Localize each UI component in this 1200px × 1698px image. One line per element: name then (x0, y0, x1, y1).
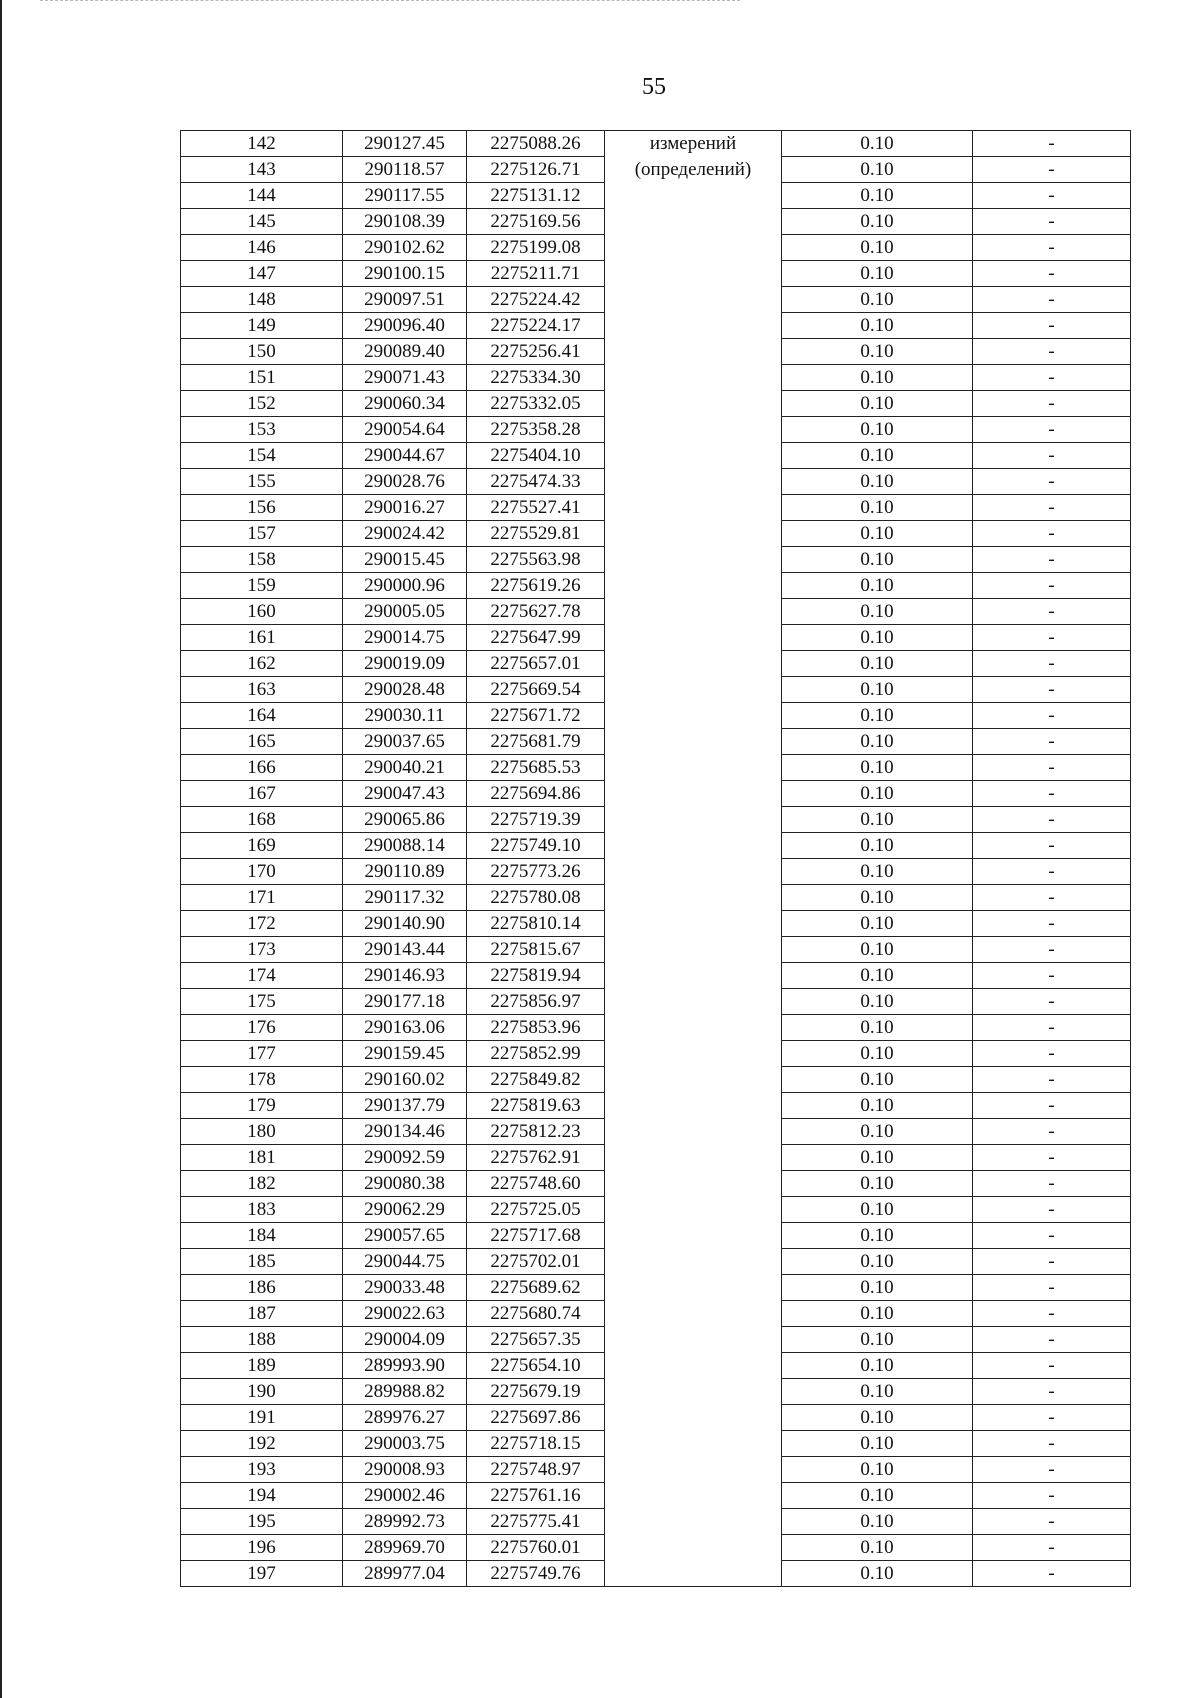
note-cell: - (973, 131, 1131, 157)
accuracy-cell: 0.10 (782, 1561, 973, 1587)
note-cell: - (973, 755, 1131, 781)
y-coordinate-cell: 2275627.78 (467, 599, 605, 625)
point-number-cell: 149 (181, 313, 343, 339)
point-number-cell: 183 (181, 1197, 343, 1223)
method-label-line: измерений (649, 133, 737, 154)
accuracy-cell: 0.10 (782, 1197, 973, 1223)
accuracy-cell: 0.10 (782, 911, 973, 937)
x-coordinate-cell: 290008.93 (343, 1457, 467, 1483)
y-coordinate-cell: 2275126.71 (467, 157, 605, 183)
note-cell: - (973, 443, 1131, 469)
point-number-cell: 195 (181, 1509, 343, 1535)
x-coordinate-cell: 289977.04 (343, 1561, 467, 1587)
accuracy-cell: 0.10 (782, 1509, 973, 1535)
note-cell: - (973, 1145, 1131, 1171)
accuracy-cell: 0.10 (782, 183, 973, 209)
x-coordinate-cell: 290140.90 (343, 911, 467, 937)
y-coordinate-cell: 2275718.15 (467, 1431, 605, 1457)
point-number-cell: 177 (181, 1041, 343, 1067)
y-coordinate-cell: 2275748.97 (467, 1457, 605, 1483)
y-coordinate-cell: 2275529.81 (467, 521, 605, 547)
note-cell: - (973, 885, 1131, 911)
point-number-cell: 157 (181, 521, 343, 547)
point-number-cell: 175 (181, 989, 343, 1015)
point-number-cell: 158 (181, 547, 343, 573)
y-coordinate-cell: 2275679.19 (467, 1379, 605, 1405)
accuracy-cell: 0.10 (782, 1145, 973, 1171)
note-cell: - (973, 963, 1131, 989)
x-coordinate-cell: 290033.48 (343, 1275, 467, 1301)
x-coordinate-cell: 289976.27 (343, 1405, 467, 1431)
x-coordinate-cell: 290146.93 (343, 963, 467, 989)
point-number-cell: 142 (181, 131, 343, 157)
y-coordinate-cell: 2275685.53 (467, 755, 605, 781)
note-cell: - (973, 547, 1131, 573)
method-label-line: (определений) (634, 158, 752, 180)
point-number-cell: 156 (181, 495, 343, 521)
accuracy-cell: 0.10 (782, 1171, 973, 1197)
x-coordinate-cell: 290097.51 (343, 287, 467, 313)
point-number-cell: 168 (181, 807, 343, 833)
x-coordinate-cell: 290092.59 (343, 1145, 467, 1171)
point-number-cell: 189 (181, 1353, 343, 1379)
accuracy-cell: 0.10 (782, 443, 973, 469)
x-coordinate-cell: 290110.89 (343, 859, 467, 885)
note-cell: - (973, 1535, 1131, 1561)
point-number-cell: 161 (181, 625, 343, 651)
y-coordinate-cell: 2275849.82 (467, 1067, 605, 1093)
x-coordinate-cell: 290108.39 (343, 209, 467, 235)
x-coordinate-cell: 290177.18 (343, 989, 467, 1015)
accuracy-cell: 0.10 (782, 365, 973, 391)
y-coordinate-cell: 2275780.08 (467, 885, 605, 911)
point-number-cell: 151 (181, 365, 343, 391)
y-coordinate-cell: 2275211.71 (467, 261, 605, 287)
note-cell: - (973, 1171, 1131, 1197)
y-coordinate-cell: 2275748.60 (467, 1171, 605, 1197)
x-coordinate-cell: 290016.27 (343, 495, 467, 521)
accuracy-cell: 0.10 (782, 1275, 973, 1301)
accuracy-cell: 0.10 (782, 1405, 973, 1431)
accuracy-cell: 0.10 (782, 1431, 973, 1457)
x-coordinate-cell: 290137.79 (343, 1093, 467, 1119)
accuracy-cell: 0.10 (782, 521, 973, 547)
point-number-cell: 191 (181, 1405, 343, 1431)
note-cell: - (973, 521, 1131, 547)
y-coordinate-cell: 2275773.26 (467, 859, 605, 885)
accuracy-cell: 0.10 (782, 209, 973, 235)
y-coordinate-cell: 2275527.41 (467, 495, 605, 521)
x-coordinate-cell: 290117.55 (343, 183, 467, 209)
note-cell: - (973, 1093, 1131, 1119)
table-row (181, 131, 1131, 157)
point-number-cell: 165 (181, 729, 343, 755)
accuracy-cell: 0.10 (782, 287, 973, 313)
x-coordinate-cell: 290028.76 (343, 469, 467, 495)
point-number-cell: 145 (181, 209, 343, 235)
y-coordinate-cell: 2275563.98 (467, 547, 605, 573)
accuracy-cell: 0.10 (782, 547, 973, 573)
y-coordinate-cell: 2275762.91 (467, 1145, 605, 1171)
note-cell: - (973, 1457, 1131, 1483)
x-coordinate-cell: 290062.29 (343, 1197, 467, 1223)
accuracy-cell: 0.10 (782, 703, 973, 729)
x-coordinate-cell: 289992.73 (343, 1509, 467, 1535)
note-cell: - (973, 157, 1131, 183)
y-coordinate-cell: 2275669.54 (467, 677, 605, 703)
x-coordinate-cell: 290118.57 (343, 157, 467, 183)
accuracy-cell: 0.10 (782, 859, 973, 885)
accuracy-cell: 0.10 (782, 1041, 973, 1067)
note-cell: - (973, 287, 1131, 313)
y-coordinate-cell: 2275680.74 (467, 1301, 605, 1327)
x-coordinate-cell: 290019.09 (343, 651, 467, 677)
x-coordinate-cell: 290060.34 (343, 391, 467, 417)
x-coordinate-cell: 290071.43 (343, 365, 467, 391)
accuracy-cell: 0.10 (782, 1535, 973, 1561)
x-coordinate-cell: 290024.42 (343, 521, 467, 547)
x-coordinate-cell: 290088.14 (343, 833, 467, 859)
y-coordinate-cell: 2275815.67 (467, 937, 605, 963)
y-coordinate-cell: 2275702.01 (467, 1249, 605, 1275)
accuracy-cell: 0.10 (782, 1483, 973, 1509)
x-coordinate-cell: 290096.40 (343, 313, 467, 339)
accuracy-cell: 0.10 (782, 1223, 973, 1249)
x-coordinate-cell: 290044.67 (343, 443, 467, 469)
accuracy-cell: 0.10 (782, 261, 973, 287)
note-cell: - (973, 209, 1131, 235)
y-coordinate-cell: 2275256.41 (467, 339, 605, 365)
point-number-cell: 154 (181, 443, 343, 469)
y-coordinate-cell: 2275619.26 (467, 573, 605, 599)
y-coordinate-cell: 2275474.33 (467, 469, 605, 495)
method-cell (605, 131, 782, 1587)
x-coordinate-cell: 290037.65 (343, 729, 467, 755)
point-number-cell: 155 (181, 469, 343, 495)
point-number-cell: 187 (181, 1301, 343, 1327)
y-coordinate-cell: 2275852.99 (467, 1041, 605, 1067)
x-coordinate-cell: 290003.75 (343, 1431, 467, 1457)
x-coordinate-cell: 289969.70 (343, 1535, 467, 1561)
coordinates-table (180, 130, 1131, 1587)
accuracy-cell: 0.10 (782, 235, 973, 261)
x-coordinate-cell: 290127.45 (343, 131, 467, 157)
accuracy-cell: 0.10 (782, 989, 973, 1015)
point-number-cell: 181 (181, 1145, 343, 1171)
accuracy-cell: 0.10 (782, 1353, 973, 1379)
accuracy-cell: 0.10 (782, 1301, 973, 1327)
point-number-cell: 182 (181, 1171, 343, 1197)
x-coordinate-cell: 290100.15 (343, 261, 467, 287)
x-coordinate-cell: 290159.45 (343, 1041, 467, 1067)
note-cell: - (973, 625, 1131, 651)
x-coordinate-cell: 290134.46 (343, 1119, 467, 1145)
x-coordinate-cell: 290054.64 (343, 417, 467, 443)
point-number-cell: 185 (181, 1249, 343, 1275)
note-cell: - (973, 1249, 1131, 1275)
x-coordinate-cell: 290143.44 (343, 937, 467, 963)
y-coordinate-cell: 2275819.94 (467, 963, 605, 989)
accuracy-cell: 0.10 (782, 833, 973, 859)
y-coordinate-cell: 2275332.05 (467, 391, 605, 417)
note-cell: - (973, 1041, 1131, 1067)
accuracy-cell: 0.10 (782, 391, 973, 417)
point-number-cell: 148 (181, 287, 343, 313)
note-cell: - (973, 859, 1131, 885)
coordinates-table-body (181, 131, 1131, 1587)
y-coordinate-cell: 2275224.17 (467, 313, 605, 339)
y-coordinate-cell: 2275812.23 (467, 1119, 605, 1145)
x-coordinate-cell: 290117.32 (343, 885, 467, 911)
accuracy-cell: 0.10 (782, 131, 973, 157)
x-coordinate-cell: 289993.90 (343, 1353, 467, 1379)
x-coordinate-cell: 290044.75 (343, 1249, 467, 1275)
accuracy-cell: 0.10 (782, 807, 973, 833)
note-cell: - (973, 573, 1131, 599)
note-cell: - (973, 833, 1131, 859)
x-coordinate-cell: 290102.62 (343, 235, 467, 261)
note-cell: - (973, 1223, 1131, 1249)
x-coordinate-cell: 290015.45 (343, 547, 467, 573)
note-cell: - (973, 1197, 1131, 1223)
note-cell: - (973, 677, 1131, 703)
x-coordinate-cell: 290004.09 (343, 1327, 467, 1353)
note-cell: - (973, 937, 1131, 963)
accuracy-cell: 0.10 (782, 885, 973, 911)
accuracy-cell: 0.10 (782, 651, 973, 677)
point-number-cell: 150 (181, 339, 343, 365)
note-cell: - (973, 989, 1131, 1015)
x-coordinate-cell: 290163.06 (343, 1015, 467, 1041)
note-cell: - (973, 781, 1131, 807)
note-cell: - (973, 469, 1131, 495)
scan-top-rule (40, 0, 740, 1)
note-cell: - (973, 495, 1131, 521)
x-coordinate-cell: 290080.38 (343, 1171, 467, 1197)
x-coordinate-cell: 290028.48 (343, 677, 467, 703)
point-number-cell: 194 (181, 1483, 343, 1509)
y-coordinate-cell: 2275810.14 (467, 911, 605, 937)
point-number-cell: 180 (181, 1119, 343, 1145)
point-number-cell: 152 (181, 391, 343, 417)
point-number-cell: 192 (181, 1431, 343, 1457)
note-cell: - (973, 1379, 1131, 1405)
note-cell: - (973, 1119, 1131, 1145)
page-number: 55 (642, 74, 666, 100)
note-cell: - (973, 1431, 1131, 1457)
point-number-cell: 193 (181, 1457, 343, 1483)
note-cell: - (973, 1275, 1131, 1301)
point-number-cell: 170 (181, 859, 343, 885)
y-coordinate-cell: 2275169.56 (467, 209, 605, 235)
point-number-cell: 184 (181, 1223, 343, 1249)
note-cell: - (973, 1015, 1131, 1041)
y-coordinate-cell: 2275760.01 (467, 1535, 605, 1561)
note-cell: - (973, 1067, 1131, 1093)
note-cell: - (973, 703, 1131, 729)
x-coordinate-cell: 290002.46 (343, 1483, 467, 1509)
point-number-cell: 178 (181, 1067, 343, 1093)
accuracy-cell: 0.10 (782, 1379, 973, 1405)
accuracy-cell: 0.10 (782, 573, 973, 599)
point-number-cell: 176 (181, 1015, 343, 1041)
point-number-cell: 197 (181, 1561, 343, 1587)
point-number-cell: 143 (181, 157, 343, 183)
accuracy-cell: 0.10 (782, 339, 973, 365)
accuracy-cell: 0.10 (782, 1457, 973, 1483)
y-coordinate-cell: 2275671.72 (467, 703, 605, 729)
point-number-cell: 171 (181, 885, 343, 911)
y-coordinate-cell: 2275819.63 (467, 1093, 605, 1119)
point-number-cell: 172 (181, 911, 343, 937)
note-cell: - (973, 235, 1131, 261)
accuracy-cell: 0.10 (782, 963, 973, 989)
y-coordinate-cell: 2275694.86 (467, 781, 605, 807)
note-cell: - (973, 1353, 1131, 1379)
point-number-cell: 179 (181, 1093, 343, 1119)
accuracy-cell: 0.10 (782, 1067, 973, 1093)
accuracy-cell: 0.10 (782, 729, 973, 755)
y-coordinate-cell: 2275856.97 (467, 989, 605, 1015)
note-cell: - (973, 365, 1131, 391)
x-coordinate-cell: 289988.82 (343, 1379, 467, 1405)
point-number-cell: 162 (181, 651, 343, 677)
point-number-cell: 144 (181, 183, 343, 209)
x-coordinate-cell: 290089.40 (343, 339, 467, 365)
y-coordinate-cell: 2275761.16 (467, 1483, 605, 1509)
note-cell: - (973, 651, 1131, 677)
accuracy-cell: 0.10 (782, 469, 973, 495)
point-number-cell: 167 (181, 781, 343, 807)
point-number-cell: 166 (181, 755, 343, 781)
accuracy-cell: 0.10 (782, 755, 973, 781)
point-number-cell: 153 (181, 417, 343, 443)
y-coordinate-cell: 2275719.39 (467, 807, 605, 833)
x-coordinate-cell: 290005.05 (343, 599, 467, 625)
note-cell: - (973, 1327, 1131, 1353)
y-coordinate-cell: 2275647.99 (467, 625, 605, 651)
y-coordinate-cell: 2275681.79 (467, 729, 605, 755)
x-coordinate-cell: 290030.11 (343, 703, 467, 729)
note-cell: - (973, 729, 1131, 755)
x-coordinate-cell: 290000.96 (343, 573, 467, 599)
point-number-cell: 163 (181, 677, 343, 703)
y-coordinate-cell: 2275853.96 (467, 1015, 605, 1041)
x-coordinate-cell: 290065.86 (343, 807, 467, 833)
point-number-cell: 174 (181, 963, 343, 989)
note-cell: - (973, 261, 1131, 287)
note-cell: - (973, 1483, 1131, 1509)
scan-left-edge (0, 0, 2, 1698)
x-coordinate-cell: 290057.65 (343, 1223, 467, 1249)
point-number-cell: 164 (181, 703, 343, 729)
y-coordinate-cell: 2275404.10 (467, 443, 605, 469)
y-coordinate-cell: 2275725.05 (467, 1197, 605, 1223)
point-number-cell: 196 (181, 1535, 343, 1561)
note-cell: - (973, 1509, 1131, 1535)
y-coordinate-cell: 2275654.10 (467, 1353, 605, 1379)
point-number-cell: 160 (181, 599, 343, 625)
y-coordinate-cell: 2275088.26 (467, 131, 605, 157)
accuracy-cell: 0.10 (782, 1015, 973, 1041)
note-cell: - (973, 1405, 1131, 1431)
y-coordinate-cell: 2275717.68 (467, 1223, 605, 1249)
accuracy-cell: 0.10 (782, 1119, 973, 1145)
y-coordinate-cell: 2275358.28 (467, 417, 605, 443)
point-number-cell: 159 (181, 573, 343, 599)
point-number-cell: 169 (181, 833, 343, 859)
accuracy-cell: 0.10 (782, 157, 973, 183)
accuracy-cell: 0.10 (782, 937, 973, 963)
x-coordinate-cell: 290040.21 (343, 755, 467, 781)
note-cell: - (973, 183, 1131, 209)
accuracy-cell: 0.10 (782, 1093, 973, 1119)
x-coordinate-cell: 290014.75 (343, 625, 467, 651)
point-number-cell: 147 (181, 261, 343, 287)
accuracy-cell: 0.10 (782, 677, 973, 703)
y-coordinate-cell: 2275689.62 (467, 1275, 605, 1301)
note-cell: - (973, 1561, 1131, 1587)
accuracy-cell: 0.10 (782, 1327, 973, 1353)
note-cell: - (973, 313, 1131, 339)
y-coordinate-cell: 2275657.01 (467, 651, 605, 677)
accuracy-cell: 0.10 (782, 781, 973, 807)
note-cell: - (973, 599, 1131, 625)
point-number-cell: 173 (181, 937, 343, 963)
y-coordinate-cell: 2275697.86 (467, 1405, 605, 1431)
y-coordinate-cell: 2275657.35 (467, 1327, 605, 1353)
x-coordinate-cell: 290160.02 (343, 1067, 467, 1093)
y-coordinate-cell: 2275131.12 (467, 183, 605, 209)
point-number-cell: 146 (181, 235, 343, 261)
accuracy-cell: 0.10 (782, 313, 973, 339)
y-coordinate-cell: 2275775.41 (467, 1509, 605, 1535)
note-cell: - (973, 1301, 1131, 1327)
accuracy-cell: 0.10 (782, 599, 973, 625)
y-coordinate-cell: 2275334.30 (467, 365, 605, 391)
x-coordinate-cell: 290022.63 (343, 1301, 467, 1327)
accuracy-cell: 0.10 (782, 495, 973, 521)
accuracy-cell: 0.10 (782, 1249, 973, 1275)
note-cell: - (973, 417, 1131, 443)
accuracy-cell: 0.10 (782, 625, 973, 651)
note-cell: - (973, 339, 1131, 365)
point-number-cell: 186 (181, 1275, 343, 1301)
accuracy-cell: 0.10 (782, 417, 973, 443)
note-cell: - (973, 911, 1131, 937)
y-coordinate-cell: 2275749.10 (467, 833, 605, 859)
y-coordinate-cell: 2275749.76 (467, 1561, 605, 1587)
x-coordinate-cell: 290047.43 (343, 781, 467, 807)
point-number-cell: 188 (181, 1327, 343, 1353)
y-coordinate-cell: 2275224.42 (467, 287, 605, 313)
y-coordinate-cell: 2275199.08 (467, 235, 605, 261)
note-cell: - (973, 807, 1131, 833)
point-number-cell: 190 (181, 1379, 343, 1405)
note-cell: - (973, 391, 1131, 417)
